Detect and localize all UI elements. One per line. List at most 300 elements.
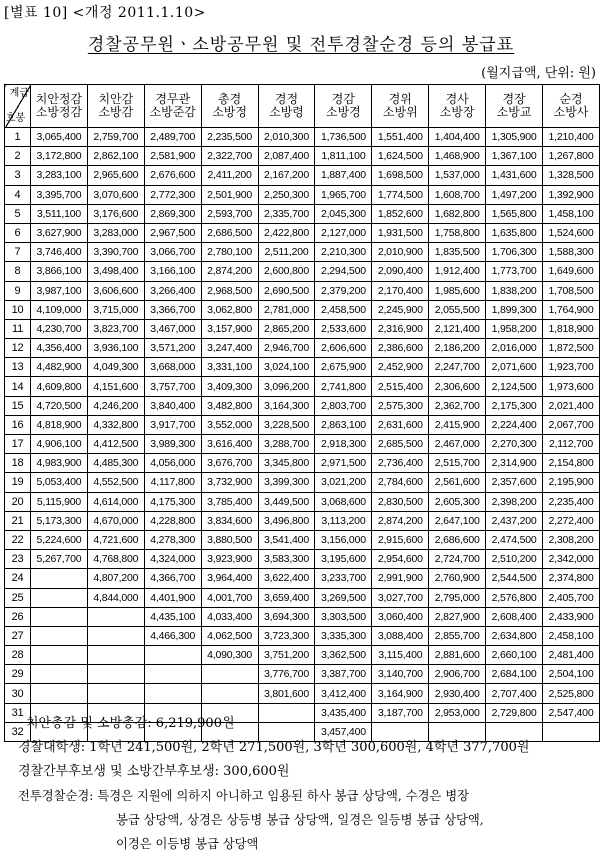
pay-cell: 3,917,700 xyxy=(144,415,201,434)
pay-cell: 2,576,800 xyxy=(486,588,543,607)
pay-cell: 3,498,400 xyxy=(87,262,144,281)
step-number-cell: 28 xyxy=(5,646,31,665)
pay-cell xyxy=(144,665,201,684)
pay-cell: 3,366,700 xyxy=(144,300,201,319)
pay-cell: 4,721,600 xyxy=(87,530,144,549)
pay-cell: 4,062,500 xyxy=(201,626,258,645)
pay-cell: 2,195,900 xyxy=(543,473,600,492)
pay-cell: 2,676,600 xyxy=(144,166,201,185)
pay-cell: 2,544,500 xyxy=(486,569,543,588)
pay-cell: 1,551,400 xyxy=(372,128,429,147)
pay-cell: 2,235,500 xyxy=(201,128,258,147)
pay-cell: 3,266,400 xyxy=(144,281,201,300)
pay-cell: 2,863,100 xyxy=(315,415,372,434)
pay-cell: 1,872,500 xyxy=(543,339,600,358)
pay-cell xyxy=(87,646,144,665)
pay-cell: 2,322,700 xyxy=(201,147,258,166)
pay-cell: 3,435,400 xyxy=(315,703,372,722)
table-row xyxy=(5,185,600,204)
column-header: 경감 소방경 xyxy=(315,85,372,128)
step-number-cell: 18 xyxy=(5,454,31,473)
table-row xyxy=(5,204,600,223)
pay-cell: 1,588,300 xyxy=(543,243,600,262)
pay-cell: 1,565,800 xyxy=(486,204,543,223)
pay-cell: 2,458,500 xyxy=(315,300,372,319)
pay-cell: 2,071,600 xyxy=(486,358,543,377)
step-number-cell: 10 xyxy=(5,300,31,319)
pay-cell: 3,283,000 xyxy=(87,223,144,242)
pay-cell: 1,708,500 xyxy=(543,281,600,300)
step-number-cell: 24 xyxy=(5,569,31,588)
pay-cell: 1,524,600 xyxy=(543,223,600,242)
pay-cell: 1,468,900 xyxy=(429,147,486,166)
pay-cell: 5,053,400 xyxy=(31,473,88,492)
table-header-row xyxy=(5,85,600,128)
pay-cell: 2,724,700 xyxy=(429,550,486,569)
column-header: 경무관 소방준감 xyxy=(144,85,201,128)
pay-cell: 2,729,800 xyxy=(486,703,543,722)
pay-cell: 3,387,700 xyxy=(315,665,372,684)
pay-cell: 1,818,900 xyxy=(543,319,600,338)
pay-cell: 4,768,800 xyxy=(87,550,144,569)
pay-cell: 2,862,100 xyxy=(87,147,144,166)
pay-cell: 4,670,000 xyxy=(87,511,144,530)
pay-cell: 4,246,200 xyxy=(87,396,144,415)
pay-cell: 1,852,600 xyxy=(372,204,429,223)
pay-cell: 4,033,400 xyxy=(201,607,258,626)
pay-cell: 1,958,200 xyxy=(486,319,543,338)
pay-cell: 3,021,200 xyxy=(315,473,372,492)
pay-cell: 2,016,000 xyxy=(486,339,543,358)
pay-cell: 2,684,100 xyxy=(486,665,543,684)
pay-cell: 4,151,600 xyxy=(87,377,144,396)
pay-cell: 3,166,100 xyxy=(144,262,201,281)
pay-cell: 2,686,500 xyxy=(201,223,258,242)
pay-cell xyxy=(31,569,88,588)
pay-cell: 2,121,400 xyxy=(429,319,486,338)
note-combat-police-pay: 전투경찰순경: 특경은 지원에 의하지 아니하고 임용된 하사 봉급 상당액, 수경은 병장 xyxy=(18,789,470,803)
step-number-cell: 3 xyxy=(5,166,31,185)
table-row xyxy=(5,128,600,147)
step-number-cell: 21 xyxy=(5,511,31,530)
pay-cell: 4,844,000 xyxy=(87,588,144,607)
pay-cell: 3,233,700 xyxy=(315,569,372,588)
pay-cell xyxy=(31,588,88,607)
pay-cell xyxy=(87,607,144,626)
step-number-cell: 8 xyxy=(5,262,31,281)
pay-cell: 2,501,900 xyxy=(201,185,258,204)
pay-cell: 3,390,700 xyxy=(87,243,144,262)
table-row xyxy=(5,339,600,358)
table-row xyxy=(5,665,600,684)
pay-cell: 3,751,200 xyxy=(258,646,315,665)
document-header: [별표 10] <개정 2011.1.10> xyxy=(4,5,206,21)
table-row xyxy=(5,550,600,569)
pay-cell: 3,694,300 xyxy=(258,607,315,626)
pay-cell: 3,027,700 xyxy=(372,588,429,607)
pay-cell: 2,357,600 xyxy=(486,473,543,492)
pay-cell xyxy=(31,665,88,684)
pay-cell: 1,835,500 xyxy=(429,243,486,262)
pay-cell: 2,533,600 xyxy=(315,319,372,338)
pay-cell: 1,912,400 xyxy=(429,262,486,281)
pay-cell: 3,068,600 xyxy=(315,492,372,511)
pay-cell: 2,803,700 xyxy=(315,396,372,415)
pay-cell: 2,021,400 xyxy=(543,396,600,415)
pay-cell: 3,923,900 xyxy=(201,550,258,569)
pay-cell: 3,066,700 xyxy=(144,243,201,262)
pay-cell: 5,267,700 xyxy=(31,550,88,569)
pay-cell: 2,294,500 xyxy=(315,262,372,281)
pay-cell: 2,707,400 xyxy=(486,684,543,703)
pay-cell: 2,525,800 xyxy=(543,684,600,703)
pay-cell xyxy=(144,684,201,703)
pay-cell: 3,228,500 xyxy=(258,415,315,434)
pay-cell: 2,374,800 xyxy=(543,569,600,588)
pay-cell xyxy=(201,684,258,703)
pay-cell: 2,946,700 xyxy=(258,339,315,358)
table-row xyxy=(5,396,600,415)
pay-cell: 2,953,000 xyxy=(429,703,486,722)
pay-cell: 2,781,000 xyxy=(258,300,315,319)
unit-note: (월지급액, 단위: 원) xyxy=(481,66,596,81)
pay-cell: 2,467,000 xyxy=(429,435,486,454)
table-row xyxy=(5,454,600,473)
pay-cell: 3,449,500 xyxy=(258,492,315,511)
pay-cell: 2,561,600 xyxy=(429,473,486,492)
pay-cell: 3,269,500 xyxy=(315,588,372,607)
pay-cell: 3,115,400 xyxy=(372,646,429,665)
pay-cell: 1,497,200 xyxy=(486,185,543,204)
pay-cell: 3,157,900 xyxy=(201,319,258,338)
pay-cell xyxy=(87,684,144,703)
pay-cell: 2,881,600 xyxy=(429,646,486,665)
pay-cell: 1,706,300 xyxy=(486,243,543,262)
pay-cell: 2,481,400 xyxy=(543,646,600,665)
pay-cell xyxy=(87,626,144,645)
pay-cell: 2,437,200 xyxy=(486,511,543,530)
pay-cell: 2,010,300 xyxy=(258,128,315,147)
pay-cell: 2,433,900 xyxy=(543,607,600,626)
pay-cell: 2,167,200 xyxy=(258,166,315,185)
pay-cell: 3,482,800 xyxy=(201,396,258,415)
pay-cell: 2,398,200 xyxy=(486,492,543,511)
pay-cell: 2,759,700 xyxy=(87,128,144,147)
pay-cell: 2,247,700 xyxy=(429,358,486,377)
pay-cell: 3,659,400 xyxy=(258,588,315,607)
table-row xyxy=(5,415,600,434)
pay-cell: 2,511,200 xyxy=(258,243,315,262)
pay-cell: 3,616,400 xyxy=(201,435,258,454)
pay-cell: 2,342,000 xyxy=(543,550,600,569)
pay-cell: 5,224,600 xyxy=(31,530,88,549)
pay-cell: 2,386,600 xyxy=(372,339,429,358)
pay-cell: 4,412,500 xyxy=(87,435,144,454)
table-row xyxy=(5,358,600,377)
pay-cell: 2,874,200 xyxy=(372,511,429,530)
step-number-cell: 27 xyxy=(5,626,31,645)
pay-cell: 3,457,400 xyxy=(315,722,372,741)
pay-cell: 1,758,800 xyxy=(429,223,486,242)
step-number-cell: 19 xyxy=(5,473,31,492)
pay-cell: 5,173,300 xyxy=(31,511,88,530)
pay-cell: 3,331,100 xyxy=(201,358,258,377)
column-header: 경위 소방위 xyxy=(372,85,429,128)
pay-cell: 3,785,400 xyxy=(201,492,258,511)
pay-cell: 4,485,300 xyxy=(87,454,144,473)
pay-cell: 2,954,600 xyxy=(372,550,429,569)
pay-cell: 2,581,900 xyxy=(144,147,201,166)
pay-cell: 2,593,700 xyxy=(201,204,258,223)
pay-cell: 3,746,400 xyxy=(31,243,88,262)
pay-cell: 4,720,500 xyxy=(31,396,88,415)
step-number-cell: 26 xyxy=(5,607,31,626)
pay-cell: 2,489,700 xyxy=(144,128,201,147)
pay-cell: 2,915,600 xyxy=(372,530,429,549)
pay-cell: 2,087,400 xyxy=(258,147,315,166)
table-row xyxy=(5,300,600,319)
pay-cell: 1,267,800 xyxy=(543,147,600,166)
step-number-cell: 17 xyxy=(5,435,31,454)
pay-cell: 1,305,900 xyxy=(486,128,543,147)
pay-cell: 1,328,500 xyxy=(543,166,600,185)
pay-cell: 2,685,500 xyxy=(372,435,429,454)
table-row xyxy=(5,281,600,300)
pay-cell: 2,090,400 xyxy=(372,262,429,281)
pay-cell: 4,230,700 xyxy=(31,319,88,338)
pay-cell: 3,467,000 xyxy=(144,319,201,338)
pay-cell: 2,760,900 xyxy=(429,569,486,588)
pay-table xyxy=(4,84,600,742)
pay-cell: 2,736,400 xyxy=(372,454,429,473)
pay-cell: 4,401,900 xyxy=(144,588,201,607)
pay-cell: 2,874,200 xyxy=(201,262,258,281)
pay-cell: 3,247,400 xyxy=(201,339,258,358)
table-row xyxy=(5,569,600,588)
pay-cell: 2,795,000 xyxy=(429,588,486,607)
pay-cell: 2,127,000 xyxy=(315,223,372,242)
pay-cell: 2,170,400 xyxy=(372,281,429,300)
pay-cell: 2,010,900 xyxy=(372,243,429,262)
pay-cell: 2,405,700 xyxy=(543,588,600,607)
step-number-cell: 32 xyxy=(5,722,31,741)
pay-cell: 3,552,000 xyxy=(201,415,258,434)
pay-cell: 2,600,800 xyxy=(258,262,315,281)
step-number-cell: 9 xyxy=(5,281,31,300)
pay-cell: 2,827,900 xyxy=(429,607,486,626)
pay-cell: 2,452,900 xyxy=(372,358,429,377)
step-number-cell: 30 xyxy=(5,684,31,703)
pay-cell: 2,308,200 xyxy=(543,530,600,549)
pay-cell: 4,090,300 xyxy=(201,646,258,665)
pay-cell: 2,045,300 xyxy=(315,204,372,223)
pay-cell: 2,830,500 xyxy=(372,492,429,511)
pay-cell: 3,172,800 xyxy=(31,147,88,166)
pay-cell: 3,936,100 xyxy=(87,339,144,358)
pay-cell: 3,088,400 xyxy=(372,626,429,645)
pay-cell: 3,412,400 xyxy=(315,684,372,703)
pay-cell: 3,622,400 xyxy=(258,569,315,588)
pay-cell: 4,818,900 xyxy=(31,415,88,434)
pay-cell: 3,668,000 xyxy=(144,358,201,377)
pay-cell: 2,124,500 xyxy=(486,377,543,396)
pay-cell: 1,774,500 xyxy=(372,185,429,204)
pay-cell: 2,647,100 xyxy=(429,511,486,530)
pay-cell: 2,314,900 xyxy=(486,454,543,473)
pay-cell: 1,682,800 xyxy=(429,204,486,223)
pay-cell: 4,983,900 xyxy=(31,454,88,473)
pay-cell: 2,515,700 xyxy=(429,454,486,473)
pay-cell: 3,840,400 xyxy=(144,396,201,415)
pay-cell xyxy=(31,684,88,703)
table-row xyxy=(5,147,600,166)
pay-cell: 3,164,300 xyxy=(258,396,315,415)
pay-cell: 4,466,300 xyxy=(144,626,201,645)
pay-cell: 4,435,100 xyxy=(144,607,201,626)
pay-cell: 2,335,700 xyxy=(258,204,315,223)
pay-cell: 4,056,000 xyxy=(144,454,201,473)
pay-cell: 2,515,400 xyxy=(372,377,429,396)
pay-cell: 2,235,400 xyxy=(543,492,600,511)
pay-cell: 2,245,900 xyxy=(372,300,429,319)
table-row xyxy=(5,492,600,511)
table-row xyxy=(5,166,600,185)
table-body xyxy=(5,128,600,742)
pay-cell: 3,989,300 xyxy=(144,435,201,454)
pay-cell: 1,773,700 xyxy=(486,262,543,281)
pay-cell: 3,335,300 xyxy=(315,626,372,645)
step-number-cell: 11 xyxy=(5,319,31,338)
step-number-cell: 12 xyxy=(5,339,31,358)
pay-cell: 2,965,600 xyxy=(87,166,144,185)
pay-cell: 2,415,900 xyxy=(429,415,486,434)
notes-section xyxy=(0,712,602,856)
pay-cell: 2,422,800 xyxy=(258,223,315,242)
pay-cell: 4,001,700 xyxy=(201,588,258,607)
pay-cell: 1,923,700 xyxy=(543,358,600,377)
pay-cell: 3,096,200 xyxy=(258,377,315,396)
pay-cell: 1,811,100 xyxy=(315,147,372,166)
pay-cell: 2,930,400 xyxy=(429,684,486,703)
pay-cell: 2,865,200 xyxy=(258,319,315,338)
column-header: 치안감 소방감 xyxy=(87,85,144,128)
pay-cell: 1,899,300 xyxy=(486,300,543,319)
pay-cell: 3,345,800 xyxy=(258,454,315,473)
pay-cell: 4,332,800 xyxy=(87,415,144,434)
table-row xyxy=(5,319,600,338)
pay-cell: 2,869,300 xyxy=(144,204,201,223)
note-combat-police-pay-cont2: 이경은 이등병 봉급 상당액 xyxy=(116,837,259,851)
pay-cell: 3,303,500 xyxy=(315,607,372,626)
pay-cell: 3,395,700 xyxy=(31,185,88,204)
pay-cell: 4,324,000 xyxy=(144,550,201,569)
pay-cell: 3,823,700 xyxy=(87,319,144,338)
pay-cell: 3,801,600 xyxy=(258,684,315,703)
pay-cell: 1,764,900 xyxy=(543,300,600,319)
pay-cell: 3,676,700 xyxy=(201,454,258,473)
pay-cell: 3,176,600 xyxy=(87,204,144,223)
pay-cell xyxy=(144,646,201,665)
pay-cell: 4,609,800 xyxy=(31,377,88,396)
pay-cell: 3,964,400 xyxy=(201,569,258,588)
pay-cell: 3,715,000 xyxy=(87,300,144,319)
column-header: 경정 소방령 xyxy=(258,85,315,128)
pay-cell: 4,366,700 xyxy=(144,569,201,588)
pay-cell: 2,690,500 xyxy=(258,281,315,300)
pay-cell: 3,070,600 xyxy=(87,185,144,204)
pay-cell: 2,379,200 xyxy=(315,281,372,300)
pay-cell: 2,575,300 xyxy=(372,396,429,415)
pay-cell: 3,140,700 xyxy=(372,665,429,684)
pay-cell: 2,250,300 xyxy=(258,185,315,204)
column-header: 총경 소방정 xyxy=(201,85,258,128)
pay-cell: 3,065,400 xyxy=(31,128,88,147)
pay-cell: 2,608,400 xyxy=(486,607,543,626)
pay-cell xyxy=(31,607,88,626)
pay-cell: 3,113,200 xyxy=(315,511,372,530)
table-row xyxy=(5,435,600,454)
table-row xyxy=(5,646,600,665)
table-row xyxy=(5,473,600,492)
pay-cell xyxy=(31,626,88,645)
pay-cell: 1,431,600 xyxy=(486,166,543,185)
step-number-cell: 31 xyxy=(5,703,31,722)
pay-cell: 2,186,200 xyxy=(429,339,486,358)
pay-cell: 4,356,400 xyxy=(31,339,88,358)
pay-cell: 4,117,800 xyxy=(144,473,201,492)
pay-cell: 1,458,100 xyxy=(543,204,600,223)
pay-cell: 1,392,900 xyxy=(543,185,600,204)
pay-cell: 2,631,600 xyxy=(372,415,429,434)
step-number-cell: 15 xyxy=(5,396,31,415)
pay-cell: 2,784,600 xyxy=(372,473,429,492)
pay-cell: 2,316,900 xyxy=(372,319,429,338)
pay-cell: 2,780,100 xyxy=(201,243,258,262)
pay-cell xyxy=(87,665,144,684)
pay-cell: 2,362,700 xyxy=(429,396,486,415)
table-row xyxy=(5,243,600,262)
note-police-academy-pay: 경찰대학생: 1학년 241,500원, 2학년 271,500원, 3학년 300,600원, 4학년 377,700원 xyxy=(18,740,530,755)
pay-cell: 3,288,700 xyxy=(258,435,315,454)
table-row xyxy=(5,262,600,281)
pay-cell: 2,224,400 xyxy=(486,415,543,434)
table-row xyxy=(5,530,600,549)
pay-cell: 3,062,800 xyxy=(201,300,258,319)
pay-cell: 3,866,100 xyxy=(31,262,88,281)
pay-cell: 1,736,500 xyxy=(315,128,372,147)
step-number-cell: 16 xyxy=(5,415,31,434)
pay-cell: 2,272,400 xyxy=(543,511,600,530)
pay-cell: 4,552,500 xyxy=(87,473,144,492)
pay-cell: 1,635,800 xyxy=(486,223,543,242)
step-number-cell: 22 xyxy=(5,530,31,549)
pay-cell: 2,660,100 xyxy=(486,646,543,665)
step-number-cell: 13 xyxy=(5,358,31,377)
step-number-cell: 7 xyxy=(5,243,31,262)
pay-cell: 4,482,900 xyxy=(31,358,88,377)
pay-cell: 3,627,900 xyxy=(31,223,88,242)
pay-cell: 4,614,000 xyxy=(87,492,144,511)
pay-cell: 3,606,600 xyxy=(87,281,144,300)
column-header: 순경 소방사 xyxy=(543,85,600,128)
pay-cell: 2,458,100 xyxy=(543,626,600,645)
pay-cell: 3,060,400 xyxy=(372,607,429,626)
pay-cell: 2,547,400 xyxy=(543,703,600,722)
step-number-cell: 1 xyxy=(5,128,31,147)
pay-cell: 2,270,300 xyxy=(486,435,543,454)
pay-cell: 4,109,000 xyxy=(31,300,88,319)
pay-cell: 2,606,600 xyxy=(315,339,372,358)
